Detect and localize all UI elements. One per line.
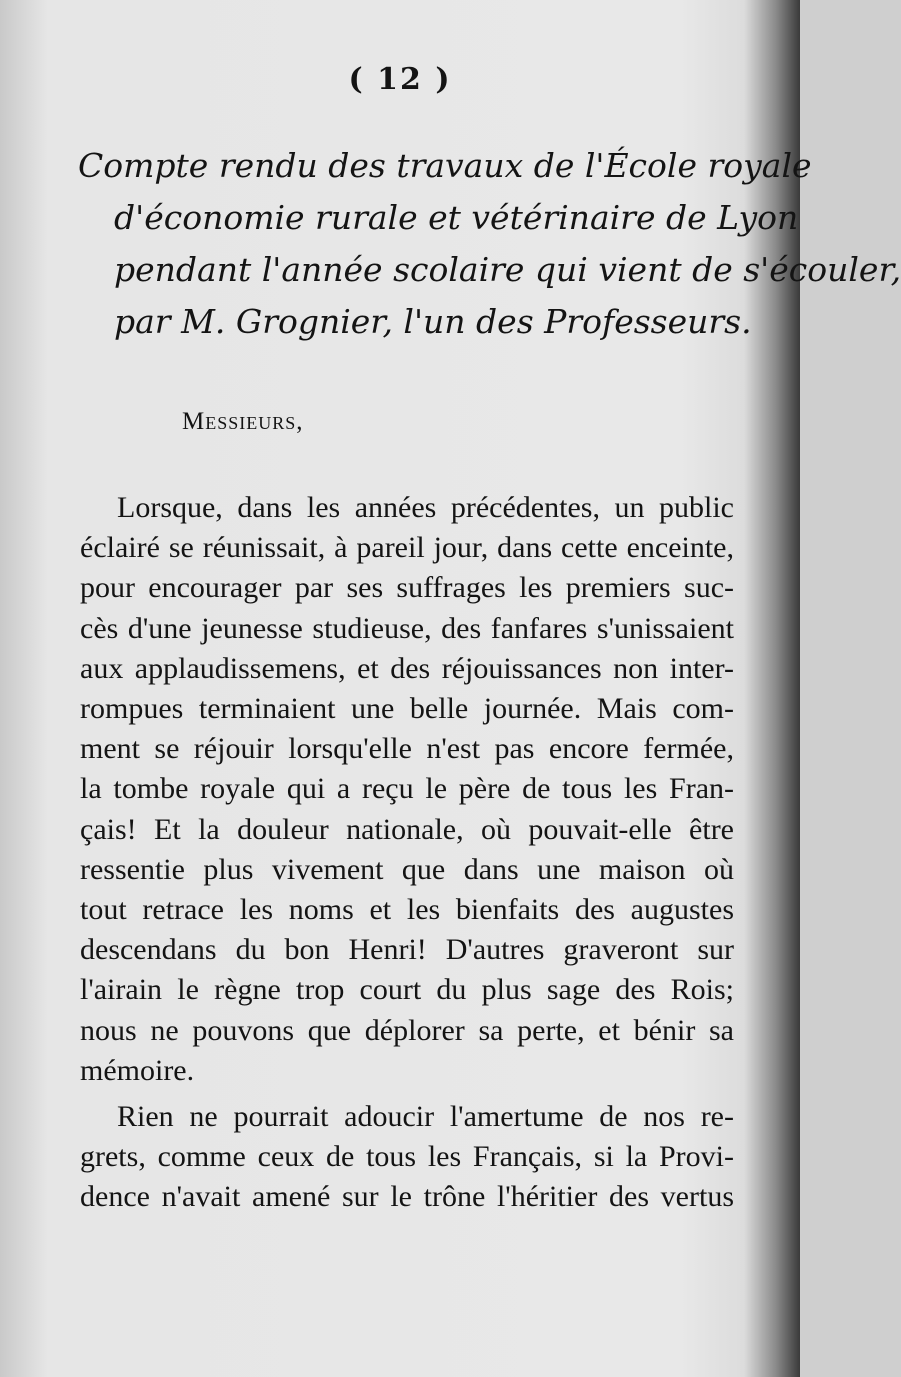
p1-line-15: mémoire. xyxy=(80,1053,195,1087)
p1-line-7: ment se réjouir lorsqu'elle n'est pas encore fermée, xyxy=(80,732,734,766)
title-line-1: Compte rendu des travaux de l'École royale xyxy=(78,146,812,185)
page-number: ( 12 ) xyxy=(348,62,452,97)
p2-line-1: Rien ne pourrait adoucir l'amertume de nos re- xyxy=(117,1100,734,1134)
p1-line-13: l'airain le règne trop court du plus sage des Rois; xyxy=(80,973,734,1007)
p1-line-12: descendans du bon Henri! D'autres graveront sur xyxy=(80,933,734,967)
p1-line-1: Lorsque, dans les années précédentes, un public xyxy=(117,491,734,524)
p1-line-3: pour encourager par ses suffrages les premiers suc- xyxy=(80,571,734,605)
p1-line-11: tout retrace les noms et les bienfaits des augustes xyxy=(80,893,734,927)
title-line-2: d'économie rurale et vétérinaire de Lyon xyxy=(114,198,799,237)
p2-line-3: dence n'avait amené sur le trône l'héritier des vertus xyxy=(80,1180,734,1214)
p1-line-6: rompues terminaient une belle journée. Mais com- xyxy=(80,692,734,726)
title-line-4: par M. Grognier, l'un des Professeurs. xyxy=(114,302,752,341)
p1-line-14: nous ne pouvons que déplorer sa perte, et bénir sa xyxy=(80,1013,734,1047)
p1-line-8: la tombe royale qui a reçu le père de tous les Fran- xyxy=(80,772,734,806)
p2-line-2: grets, comme ceux de tous les Français, si la Provi- xyxy=(80,1140,734,1174)
title-line-3: pendant l'année scolaire qui vient de s'écouler, xyxy=(114,250,901,289)
p1-line-10: ressentie plus vivement que dans une maison où xyxy=(80,852,734,886)
p1-line-4: cès d'une jeunesse studieuse, des fanfares s'unissaient xyxy=(80,611,734,645)
body-text xyxy=(80,488,734,1218)
p1-line-5: aux applaudissemens, et des réjouissances non inter- xyxy=(80,651,734,685)
section-title xyxy=(78,140,901,348)
salutation: Messieurs, xyxy=(182,408,304,435)
p1-line-9: çais! Et la douleur nationale, où pouvait-elle être xyxy=(80,812,734,846)
p1-line-2: éclairé se réunissait, à pareil jour, dans cette enceinte, xyxy=(80,531,734,565)
